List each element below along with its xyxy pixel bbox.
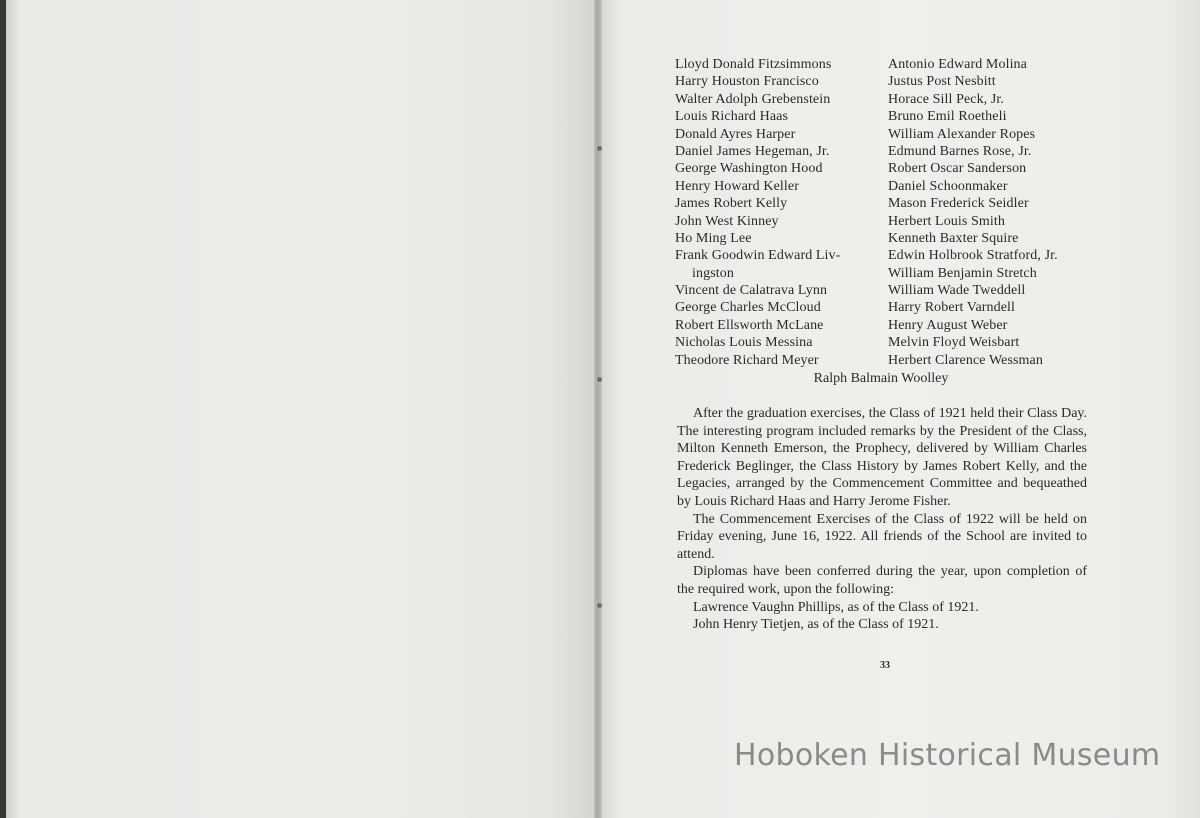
graduate-name: Mason Frederick Seidler (888, 196, 1029, 212)
page-number: 33 (880, 660, 890, 671)
names-column-left (675, 56, 885, 369)
graduate-name: Robert Ellsworth McLane (675, 317, 824, 333)
diploma-recipient: John Henry Tietjen, as of the Class of 1921. (693, 617, 939, 633)
graduate-name: Walter Adolph Grebenstein (675, 91, 831, 107)
graduate-name: Ho Ming Lee (675, 230, 752, 246)
graduate-name: Daniel Schoonmaker (888, 178, 1008, 194)
graduate-name: John West Kinney (675, 213, 779, 229)
book-gutter (594, 0, 602, 818)
graduate-name: Henry Howard Keller (675, 178, 799, 194)
graduate-name: Lloyd Donald Fitzsimmons (675, 57, 832, 72)
graduate-name: Antonio Edward Molina (888, 57, 1027, 72)
graduate-name-final: Ralph Balmain Woolley (813, 371, 949, 386)
graduate-name: Horace Sill Peck, Jr. (888, 91, 1005, 107)
graduate-name: Edmund Barnes Rose, Jr. (888, 143, 1032, 159)
binding-staple-mark (597, 377, 602, 382)
graduate-name: Vincent de Calatrava Lynn (675, 283, 828, 299)
binding-staple-mark (597, 146, 602, 151)
graduate-name: Justus Post Nesbitt (888, 74, 996, 90)
body-text (677, 405, 1087, 634)
paragraph-class-day: After the graduation exercises, the Class of 1921 held their Class Day. The interesting program included remarks by the President of the Class, Milton Kenneth Emerson, the Prophecy, delivered by William Charles Frederick Beglinger, the Class History by James Robert Kelly, and the Legacies, arranged by the Commencement Committee and bequeathed by Louis Richard Haas and Harry Jerome Fisher. (677, 406, 1087, 509)
graduate-name: George Charles McCloud (675, 300, 821, 316)
graduate-name: Donald Ayres Harper (675, 126, 796, 142)
graduate-name: Robert Oscar Sanderson (888, 161, 1027, 177)
graduate-name: Melvin Floyd Weisbart (888, 335, 1020, 351)
graduate-name: Daniel James Hegeman, Jr. (675, 143, 830, 159)
graduate-name: Nicholas Louis Messina (675, 335, 813, 351)
graduate-name: William Wade Tweddell (888, 283, 1026, 299)
graduate-name: James Robert Kelly (675, 196, 788, 212)
graduate-name-continuation: ingston (692, 265, 734, 281)
graduate-name: Theodore Richard Meyer (675, 352, 819, 368)
binding-staple-mark (597, 603, 602, 608)
paragraph-commencement: The Commencement Exercises of the Class of 1922 will be held on Friday evening, June 16, 1922. All friends of the School are invited to attend. (677, 511, 1087, 562)
graduate-name: Harry Robert Varndell (888, 300, 1016, 316)
graduate-name: Bruno Emil Roetheli (888, 109, 1007, 125)
paragraph-diplomas: Diplomas have been conferred during the year, upon completion of the required work, upon the following: (677, 564, 1087, 597)
diploma-recipient: Lawrence Vaughn Phillips, as of the Class of 1921. (693, 599, 979, 615)
graduate-name: Henry August Weber (888, 317, 1008, 333)
names-column-right (888, 56, 1098, 369)
graduate-name: Herbert Clarence Wessman (888, 352, 1043, 368)
graduate-name: William Benjamin Stretch (888, 265, 1037, 281)
graduate-name: Harry Houston Francisco (675, 74, 819, 90)
graduate-name: Louis Richard Haas (675, 109, 788, 125)
graduate-name: Kenneth Baxter Squire (888, 230, 1019, 246)
museum-watermark: Hoboken Historical Museum (734, 738, 1161, 773)
graduate-name: Herbert Louis Smith (888, 213, 1005, 229)
left-page-blank (6, 0, 596, 818)
graduate-name: Edwin Holbrook Stratford, Jr. (888, 248, 1058, 264)
graduate-name: William Alexander Ropes (888, 126, 1036, 142)
graduate-name: George Washington Hood (675, 161, 823, 177)
graduate-name: Frank Goodwin Edward Liv- (675, 248, 841, 264)
